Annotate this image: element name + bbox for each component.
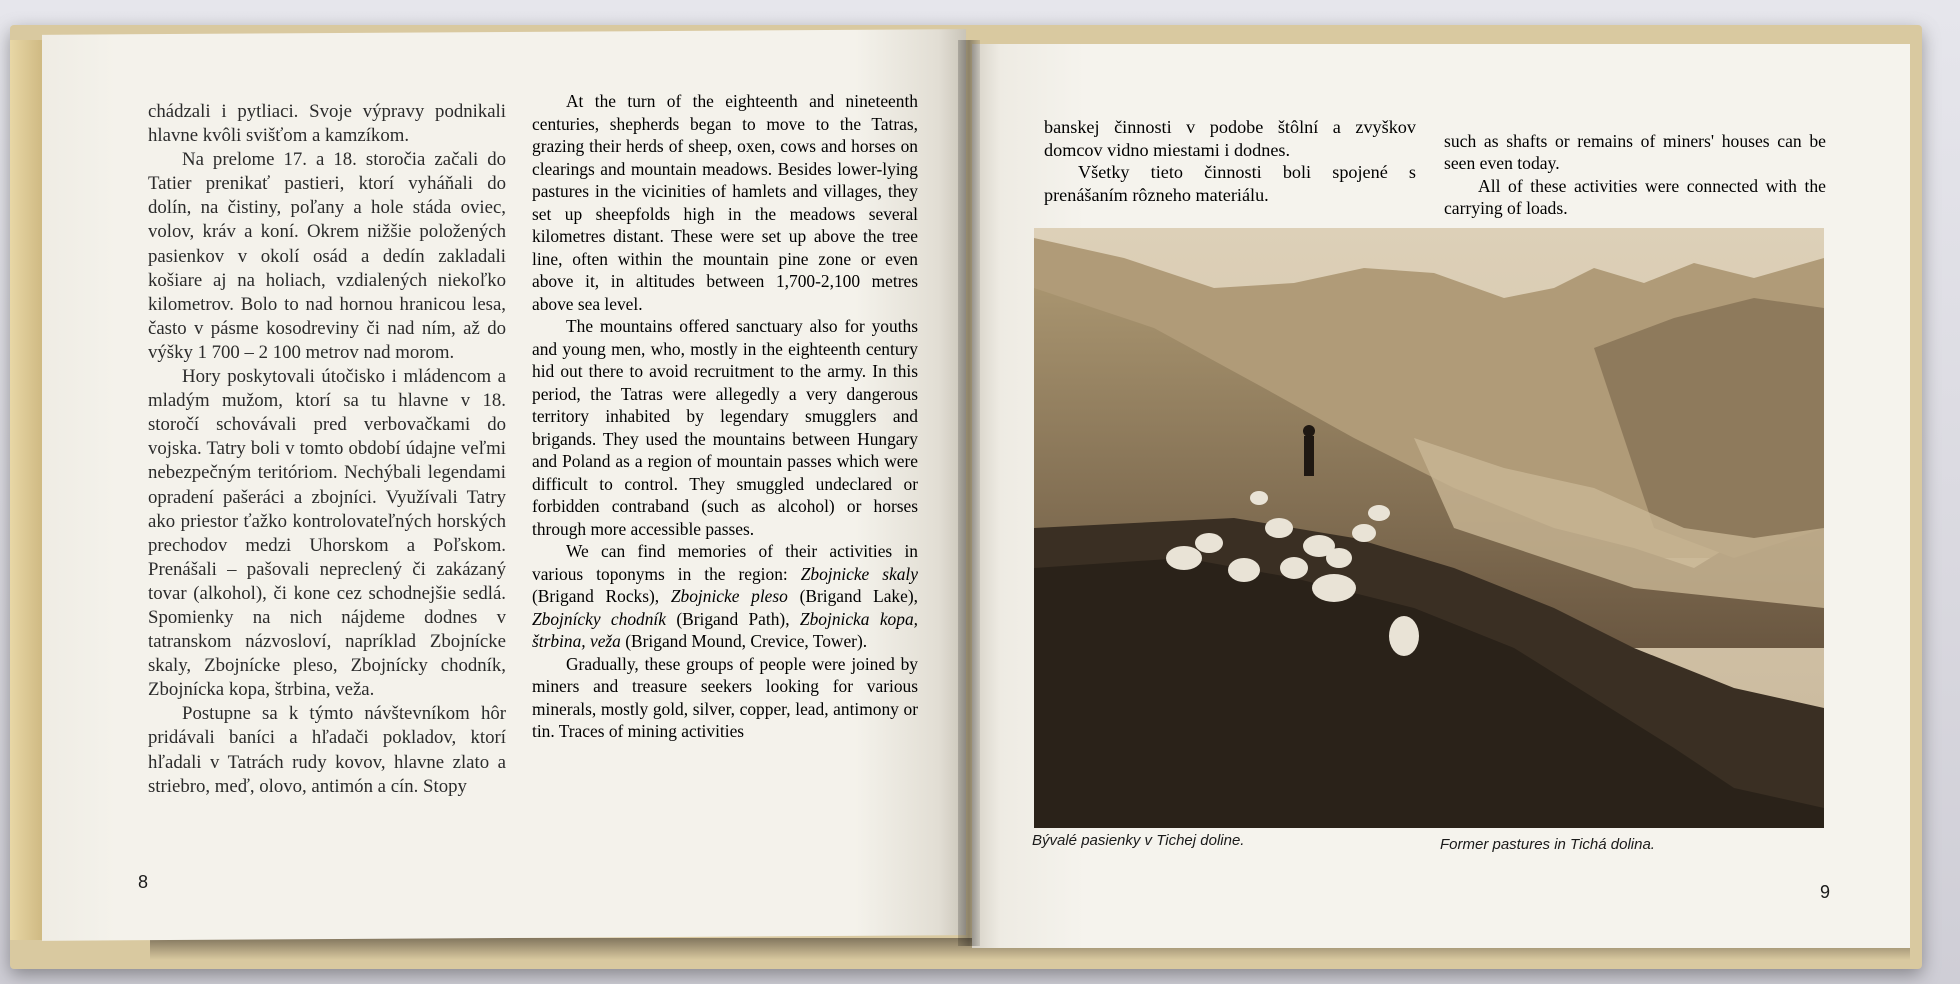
paragraph: Hory poskytovali útočisko i mládencom a mladým mužom, ktorí sa tu hlavne v 18. storočí schovávali pred verbovačkami do vojska. Tatry boli v tomto období údajne veľmi nebezpečným teritóriom. Nechýbali legendami opradení pašeráci a zbojníci. Využívali Tatry ako priestor ťažko kontrolovateľných horských prechodov medzi Uhorskom a Poľskom. Prenášali – pašovali nepreclený či zakázaný tovar (alkohol), či kone cez schodnejšie sedlá. Spomienky na nich nájdeme dodnes v tatranskom názvosloví, napríklad Zbojnícke skaly, Zbojnícke pleso, Zbojnícky chodník, Zbojnícka kopa, štrbina, veža. xyxy=(148,366,506,701)
toponym: Zbojnicke skaly xyxy=(800,563,918,584)
photo-caption-english: Former pastures in Tichá dolina. xyxy=(1440,836,1655,853)
book-gutter xyxy=(958,40,980,946)
paragraph: All of these activities were connected with the carrying of loads. xyxy=(1444,175,1826,219)
text: We can find memories of their activities in various toponyms in the region: xyxy=(532,541,918,584)
paragraph: Gradually, these groups of people were joined by miners and treasure seekers looking for various minerals, mostly gold, silver, copper, lead, antimony or tin. Traces of mining activities xyxy=(532,653,918,741)
left-page-slovak-column xyxy=(148,100,506,799)
page-number: 8 xyxy=(138,872,149,892)
paragraph: Postupne sa k týmto návštevníkom hôr pridávali baníci a hľadači pokladov, ktorí hľadali v Tatrách rudy kovov, hlavne zlato a striebro, meď, olovo, antimón a cín. Stopy xyxy=(148,703,506,797)
text: (Brigand Rocks), xyxy=(532,586,671,606)
toponym: Zbojnicka kopa, štrbina, veža xyxy=(532,608,918,651)
paragraph: At the turn of the eighteenth and nineteenth centuries, shepherds began to move to the Tatras, grazing their herds of sheep, oxen, cows and horses on clearings and mountain meadows. Besides lower-lying pastures in the vicinities of hamlets and villages, they set up sheepfolds high in the meadows several kilometres distant. These were set up above the tree line, often within the mountain pine zone or even above it, in altitudes between 1,700-2,100 metres above sea level. xyxy=(532,91,918,314)
paragraph: Všetky tieto činnosti boli spojené s prenášaním rôzneho materiálu. xyxy=(1044,162,1416,205)
paragraph: such as shafts or remains of miners' houses can be seen even today. xyxy=(1444,131,1826,174)
paragraph: banskej činnosti v podobe štôlní a zvyškov domcov vidno miestami i dodnes. xyxy=(1044,117,1416,160)
paragraph: The mountains offered sanctuary also for youths and young men, who, mostly in the eighteenth century hid out there to avoid recruitment to the army. In this period, the Tatras were allegedly a very dangerous territory inhabited by legendary smugglers and brigands. They used the mountains between Hungary and Poland as a region of mountain passes which were difficult to control. They smuggled undeclared or forbidden contraband (such as alcohol) or horses through more accessible passes. xyxy=(532,316,918,539)
right-page-english-column xyxy=(1444,130,1826,220)
page-number: 9 xyxy=(1820,882,1831,902)
text: (Brigand Path), xyxy=(665,608,800,629)
toponyms-paragraph xyxy=(532,540,918,653)
left-page-english-column xyxy=(532,90,918,743)
photo-illustration xyxy=(1034,228,1824,828)
paragraph: chádzali i pytliaci. Svoje výpravy podnikali hlavne kvôli svišťom a kamzíkom. xyxy=(148,101,506,147)
right-page-slovak-column xyxy=(1044,116,1416,206)
toponym: Zbojnicke pleso xyxy=(670,586,788,606)
text: (Brigand Lake), xyxy=(787,586,918,606)
text: (Brigand Mound, Crevice, Tower). xyxy=(620,631,868,651)
paragraph: Na prelome 17. a 18. storočia začali do Tatier prenikať pastieri, ktorí vyháňali do dolín, na čistiny, poľany a hole stáda oviec, volov, kráv a koní. Okrem nižšie položených pasienkov v okolí osád a dedín zakladali košiare aj na holiach, vzdialených niekoľko kilometrov. Bolo to nad hornou hranicou lesa, často v pásme kosodreviny či nad ním, až do výšky 1 700 – 2 100 metrov nad morom. xyxy=(148,149,506,363)
mountain-pasture-photo xyxy=(1034,228,1824,828)
toponym: Zbojnícky chodník xyxy=(532,608,666,629)
photo-caption-slovak: Bývalé pasienky v Tichej doline. xyxy=(1032,832,1245,849)
